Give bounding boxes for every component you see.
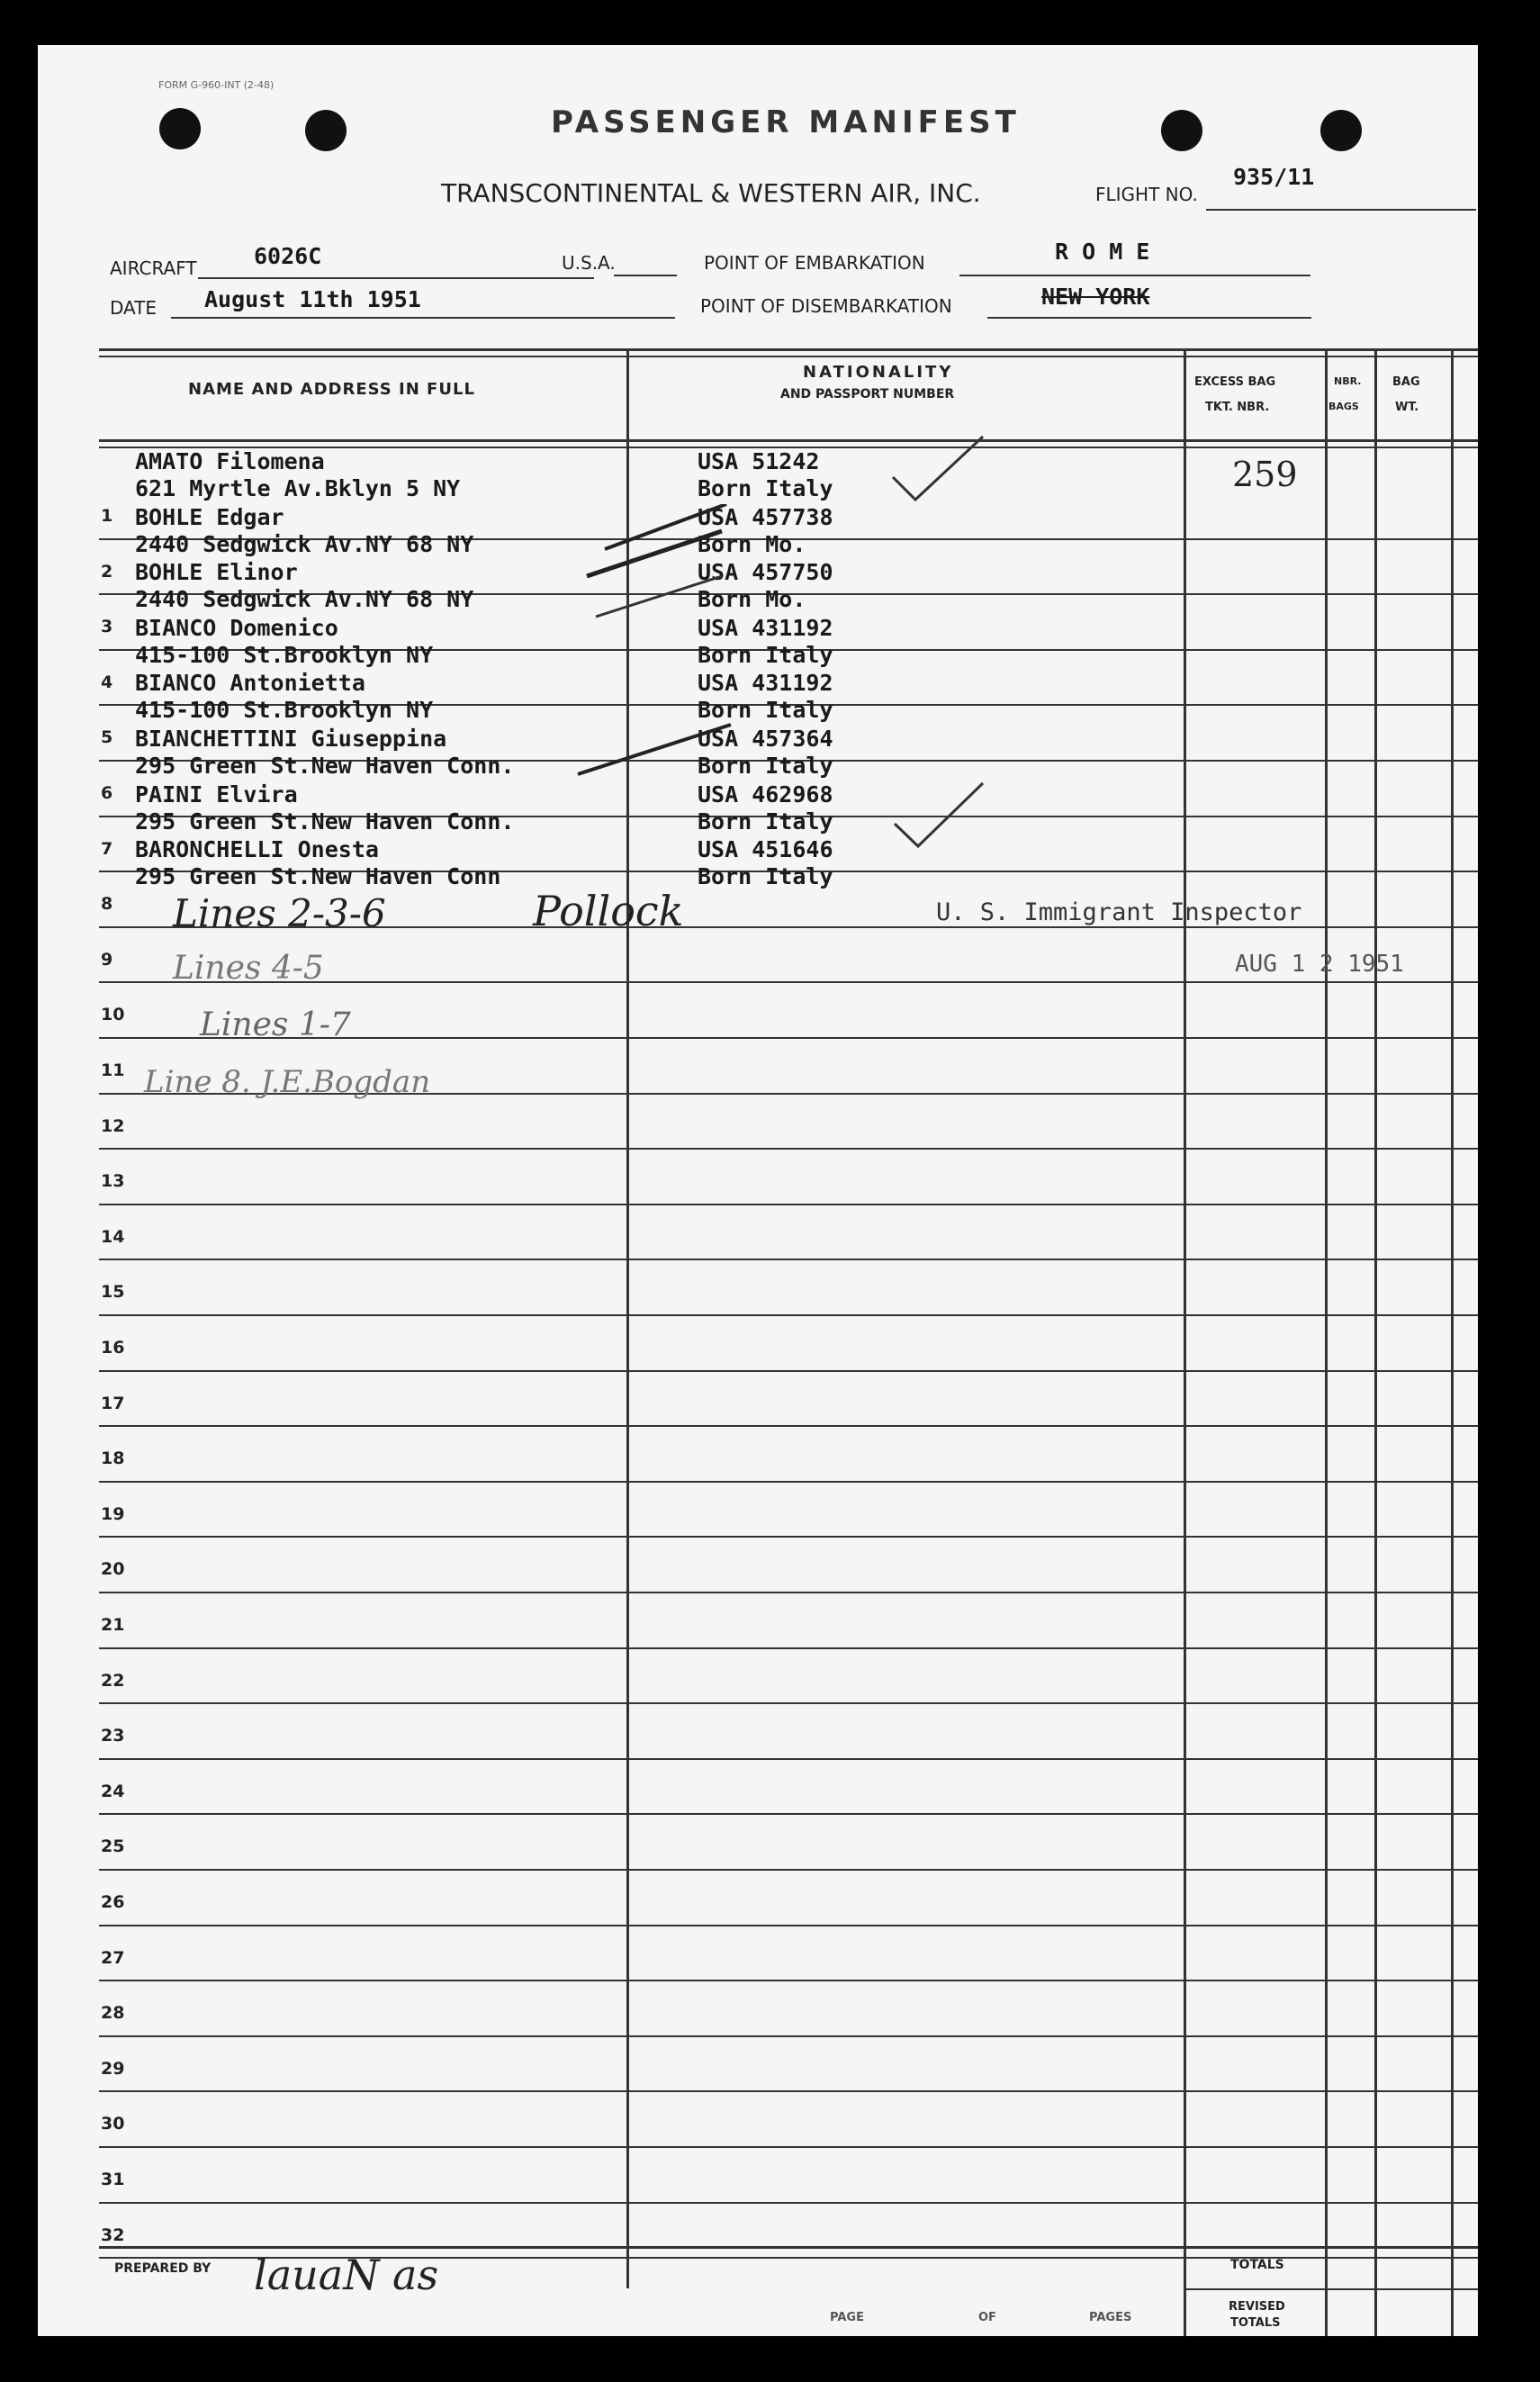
row-number: 2	[101, 561, 113, 582]
country-label: U.S.A.	[562, 252, 616, 274]
passenger-address: 295 Green St.New Haven Conn	[135, 863, 501, 890]
handwritten-line-9: Lines 2-3-6	[173, 891, 386, 935]
flight-label: FLIGHT NO.	[1095, 184, 1198, 205]
flight-number: 935/11	[1233, 164, 1315, 190]
row-divider	[99, 1813, 1478, 1815]
passenger-name: BIANCHETTINI Giuseppina	[135, 726, 447, 752]
row-divider	[99, 1370, 1478, 1372]
passenger-passport: USA 451646	[698, 836, 833, 863]
row-number: 28	[101, 2003, 125, 2024]
date-value: August 11th 1951	[204, 286, 421, 312]
pages-label: PAGES	[1089, 2311, 1132, 2324]
check-mark-icon	[884, 774, 992, 855]
passenger-address: 295 Green St.New Haven Conn.	[135, 753, 515, 779]
passenger-passport: USA 457738	[698, 503, 833, 530]
row-number: 25	[101, 1836, 125, 1857]
inspector-signature: Pollock	[533, 887, 684, 935]
revised-label: REVISED	[1229, 2300, 1285, 2314]
row-number: 27	[101, 1947, 125, 1968]
preparer-signature: lauaN as	[254, 2251, 439, 2299]
passenger-born: Born Italy	[698, 475, 833, 501]
row-number: 10	[101, 1005, 125, 1025]
passenger-name: PAINI Elvira	[135, 780, 298, 808]
passenger-address: 621 Myrtle Av.Bklyn 5 NY	[135, 475, 461, 501]
passenger-born: Born Mo.	[698, 586, 806, 613]
passenger-name: BARONCHELLI Onesta	[135, 836, 379, 863]
column-header-nbr-1: NBR.	[1334, 375, 1362, 387]
row-divider	[99, 1647, 1478, 1649]
column-header-passport: AND PASSPORT NUMBER	[780, 387, 955, 402]
punch-hole	[1320, 110, 1362, 151]
handwritten-line-11: Lines 1-7	[200, 1006, 351, 1043]
row-number: 9	[101, 949, 113, 970]
row-divider	[99, 1148, 1478, 1150]
row-number: 13	[101, 1171, 125, 1192]
aircraft-value: 6026C	[254, 243, 322, 269]
passenger-address: 415-100 St.Brooklyn NY	[135, 641, 434, 668]
row-number: 32	[101, 2224, 125, 2245]
passenger-address: 2440 Sedgwick Av.NY 68 NY	[135, 586, 474, 613]
passenger-born: Born Italy	[698, 808, 833, 835]
handwritten-line-10: Lines 4-5	[173, 950, 324, 987]
passenger-born: Born Mo.	[698, 530, 806, 557]
row-number: 24	[101, 1781, 125, 1801]
row-number: 4	[101, 672, 113, 692]
column-header-bag-1: BAG	[1392, 375, 1420, 389]
passenger-born: Born Italy	[698, 863, 833, 890]
column-header-excess-2: TKT. NBR.	[1205, 401, 1270, 414]
column-header-nbr-2: BAGS	[1328, 401, 1359, 412]
row-divider	[99, 1869, 1478, 1871]
passenger-name: BOHLE Edgar	[135, 503, 284, 530]
row-number: 8	[101, 894, 113, 915]
passenger-passport: USA 431192	[698, 614, 833, 641]
passenger-name: BIANCO Antonietta	[135, 670, 365, 697]
row-number: 12	[101, 1115, 125, 1136]
passenger-name: BIANCO Domenico	[135, 614, 338, 641]
column-header-nationality: NATIONALITY	[803, 363, 954, 382]
revised-totals-label: TOTALS	[1230, 2316, 1281, 2330]
embark-label: POINT OF EMBARKATION	[704, 252, 925, 274]
row-divider	[99, 1536, 1478, 1538]
of-label: OF	[978, 2311, 996, 2324]
row-divider	[99, 1592, 1478, 1593]
row-number: 30	[101, 2114, 125, 2134]
punch-hole	[1161, 110, 1202, 151]
punch-hole	[305, 110, 347, 151]
row-number: 23	[101, 1726, 125, 1746]
passenger-passport: USA 457750	[698, 559, 833, 586]
embark-value: R O M E	[1055, 239, 1150, 265]
airline-name: TRANSCONTINENTAL & WESTERN AIR, INC.	[441, 178, 981, 208]
row-divider	[99, 1758, 1478, 1760]
column-header-bag-2: WT.	[1395, 401, 1419, 414]
page-label: PAGE	[830, 2311, 864, 2324]
row-number: 17	[101, 1393, 125, 1413]
row-divider	[99, 1980, 1478, 1981]
row-number: 7	[101, 838, 113, 859]
passenger-passport: USA 51242	[698, 448, 820, 474]
row-divider	[99, 1925, 1478, 1926]
row-number: 3	[101, 617, 113, 637]
row-number: 1	[101, 506, 113, 526]
passenger-address: 415-100 St.Brooklyn NY	[135, 697, 434, 724]
passenger-born: Born Italy	[698, 697, 833, 724]
row-divider	[99, 2035, 1478, 2037]
row-divider	[99, 2090, 1478, 2092]
row-number: 14	[101, 1226, 125, 1247]
row-divider	[99, 1702, 1478, 1704]
row-number: 26	[101, 1892, 125, 1912]
row-number: 6	[101, 783, 113, 803]
annotation-strokes	[560, 504, 740, 783]
row-number: 31	[101, 2170, 125, 2189]
row-divider	[99, 1314, 1478, 1316]
passenger-name: AMATO Filomena	[135, 448, 325, 474]
aircraft-label: AIRCRAFT	[110, 257, 197, 279]
passenger-passport: USA 457364	[698, 726, 833, 752]
column-header-name: NAME AND ADDRESS IN FULL	[188, 380, 475, 399]
punch-hole	[159, 108, 201, 149]
totals-label: TOTALS	[1230, 2258, 1284, 2272]
passenger-born: Born Italy	[698, 753, 833, 779]
row-number: 5	[101, 727, 113, 748]
manifest-sheet	[38, 45, 1478, 2336]
inspection-stamp: AUG 1 2 1951	[1235, 951, 1404, 978]
row-number: 16	[101, 1338, 125, 1358]
passenger-passport: USA 462968	[698, 780, 833, 808]
passenger-passport: USA 431192	[698, 670, 833, 697]
passenger-address: 2440 Sedgwick Av.NY 68 NY	[135, 530, 474, 557]
row-divider	[99, 1204, 1478, 1205]
row-number: 22	[101, 1670, 125, 1691]
form-code: FORM G-960-INT (2-48)	[158, 79, 275, 91]
row-divider	[99, 2146, 1478, 2148]
disembark-value: NEW YORK	[1041, 284, 1150, 310]
row-number: 11	[101, 1060, 125, 1080]
passenger-born: Born Italy	[698, 641, 833, 668]
prepared-by-label: PREPARED BY	[114, 2261, 212, 2276]
row-divider	[99, 1259, 1478, 1260]
row-number: 15	[101, 1282, 125, 1303]
row-number: 18	[101, 1448, 125, 1469]
row-divider	[99, 1425, 1478, 1427]
passenger-name: BOHLE Elinor	[135, 559, 298, 586]
row-number: 21	[101, 1615, 125, 1635]
excess-bag-ticket: 259	[1232, 455, 1298, 494]
handwritten-line-12: Line 8. J.E.Bogdan	[144, 1064, 431, 1100]
row-number: 29	[101, 2058, 125, 2079]
date-label: DATE	[110, 297, 158, 319]
column-header-excess-1: EXCESS BAG	[1194, 375, 1276, 389]
disembark-label: POINT OF DISEMBARKATION	[700, 295, 952, 317]
row-divider	[99, 1481, 1478, 1483]
inspector-title: U. S. Immigrant Inspector	[936, 898, 1302, 926]
check-mark-icon	[884, 432, 992, 504]
passenger-address: 295 Green St.New Haven Conn.	[135, 808, 515, 835]
row-number: 19	[101, 1503, 125, 1524]
row-number: 20	[101, 1559, 125, 1580]
row-divider	[99, 2202, 1478, 2204]
page-title: PASSENGER MANIFEST	[551, 104, 1021, 140]
